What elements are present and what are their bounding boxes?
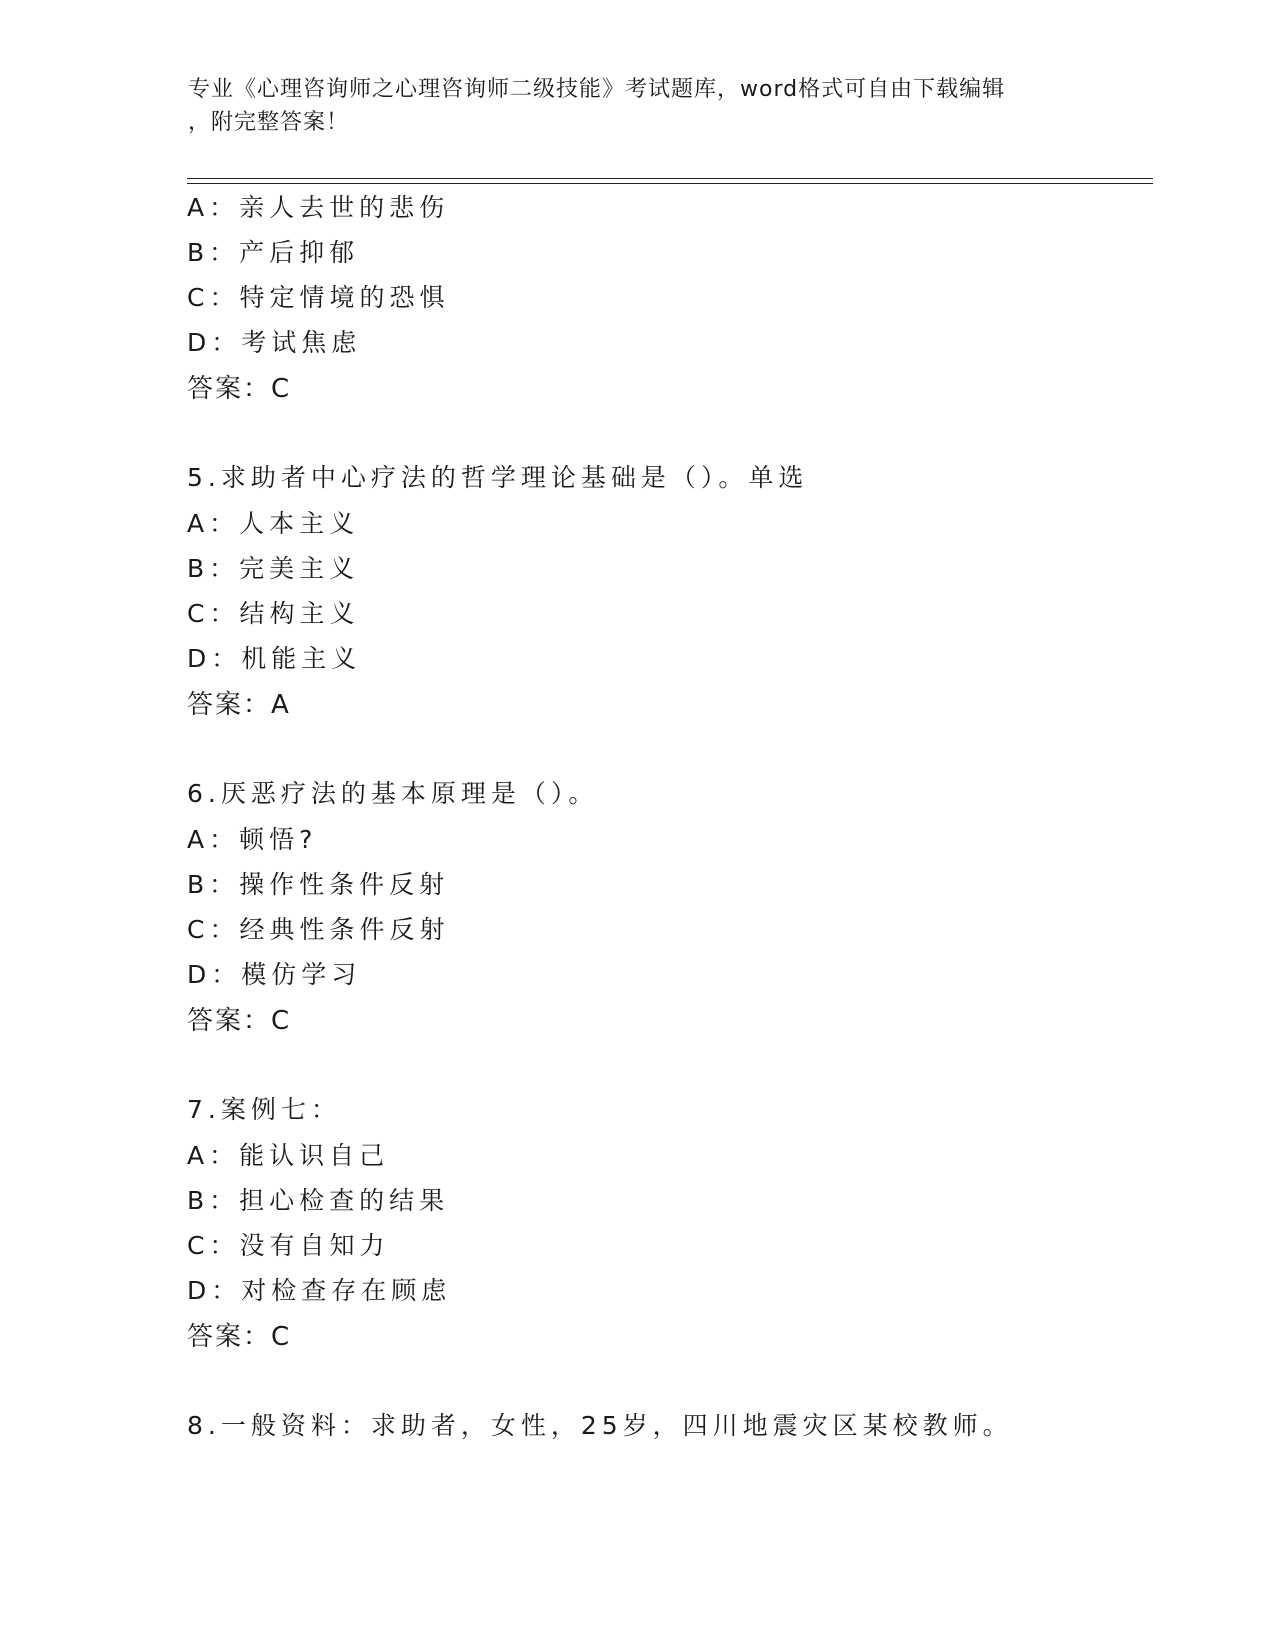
header-divider-top [187,178,1153,179]
q4-option-d: D：考试焦虑 [187,328,362,357]
q4-option-b: B：产后抑郁 [187,238,360,267]
q6-option-b: B：操作性条件反射 [187,870,450,899]
q7-option-c: C：没有自知力 [187,1231,390,1260]
q6-option-d: D：模仿学习 [187,960,362,989]
q6-option-c: C：经典性条件反射 [187,915,450,944]
q6-answer: 答案：C [187,1006,292,1036]
q7-option-d: D：对检查存在顾虑 [187,1276,452,1305]
q4-option-a: A：亲人去世的悲伤 [187,193,450,222]
q4-option-c: C：特定情境的恐惧 [187,283,450,312]
document-header [188,73,1088,139]
q7-answer: 答案：C [187,1322,292,1352]
q6-option-a: A：顿悟? [187,825,318,854]
q7-option-a: A：能认识自己 [187,1141,390,1170]
q5-option-c: C：结构主义 [187,599,360,628]
header-line-2: ，附完整答案！ [188,110,350,135]
q7-option-b: B：担心检查的结果 [187,1186,450,1215]
q5-answer: 答案：A [187,690,291,720]
q8-stem: 8.一般资料：求助者，女性，25岁，四川地震灾区某校教师。 [187,1411,1013,1440]
q4-answer: 答案：C [187,374,292,404]
header-divider-bottom [187,183,1153,184]
header-line-1: 专业《心理咨询师之心理咨询师二级技能》考试题库，word格式可自由下载编辑 [188,77,1006,102]
q5-option-a: A：人本主义 [187,509,360,538]
q5-option-d: D：机能主义 [187,644,362,673]
q6-stem: 6.厌恶疗法的基本原理是（）。 [187,779,599,808]
q5-option-b: B：完美主义 [187,554,360,583]
q5-stem: 5.求助者中心疗法的哲学理论基础是（）。单选 [187,463,809,492]
q7-stem: 7.案例七： [187,1095,341,1124]
